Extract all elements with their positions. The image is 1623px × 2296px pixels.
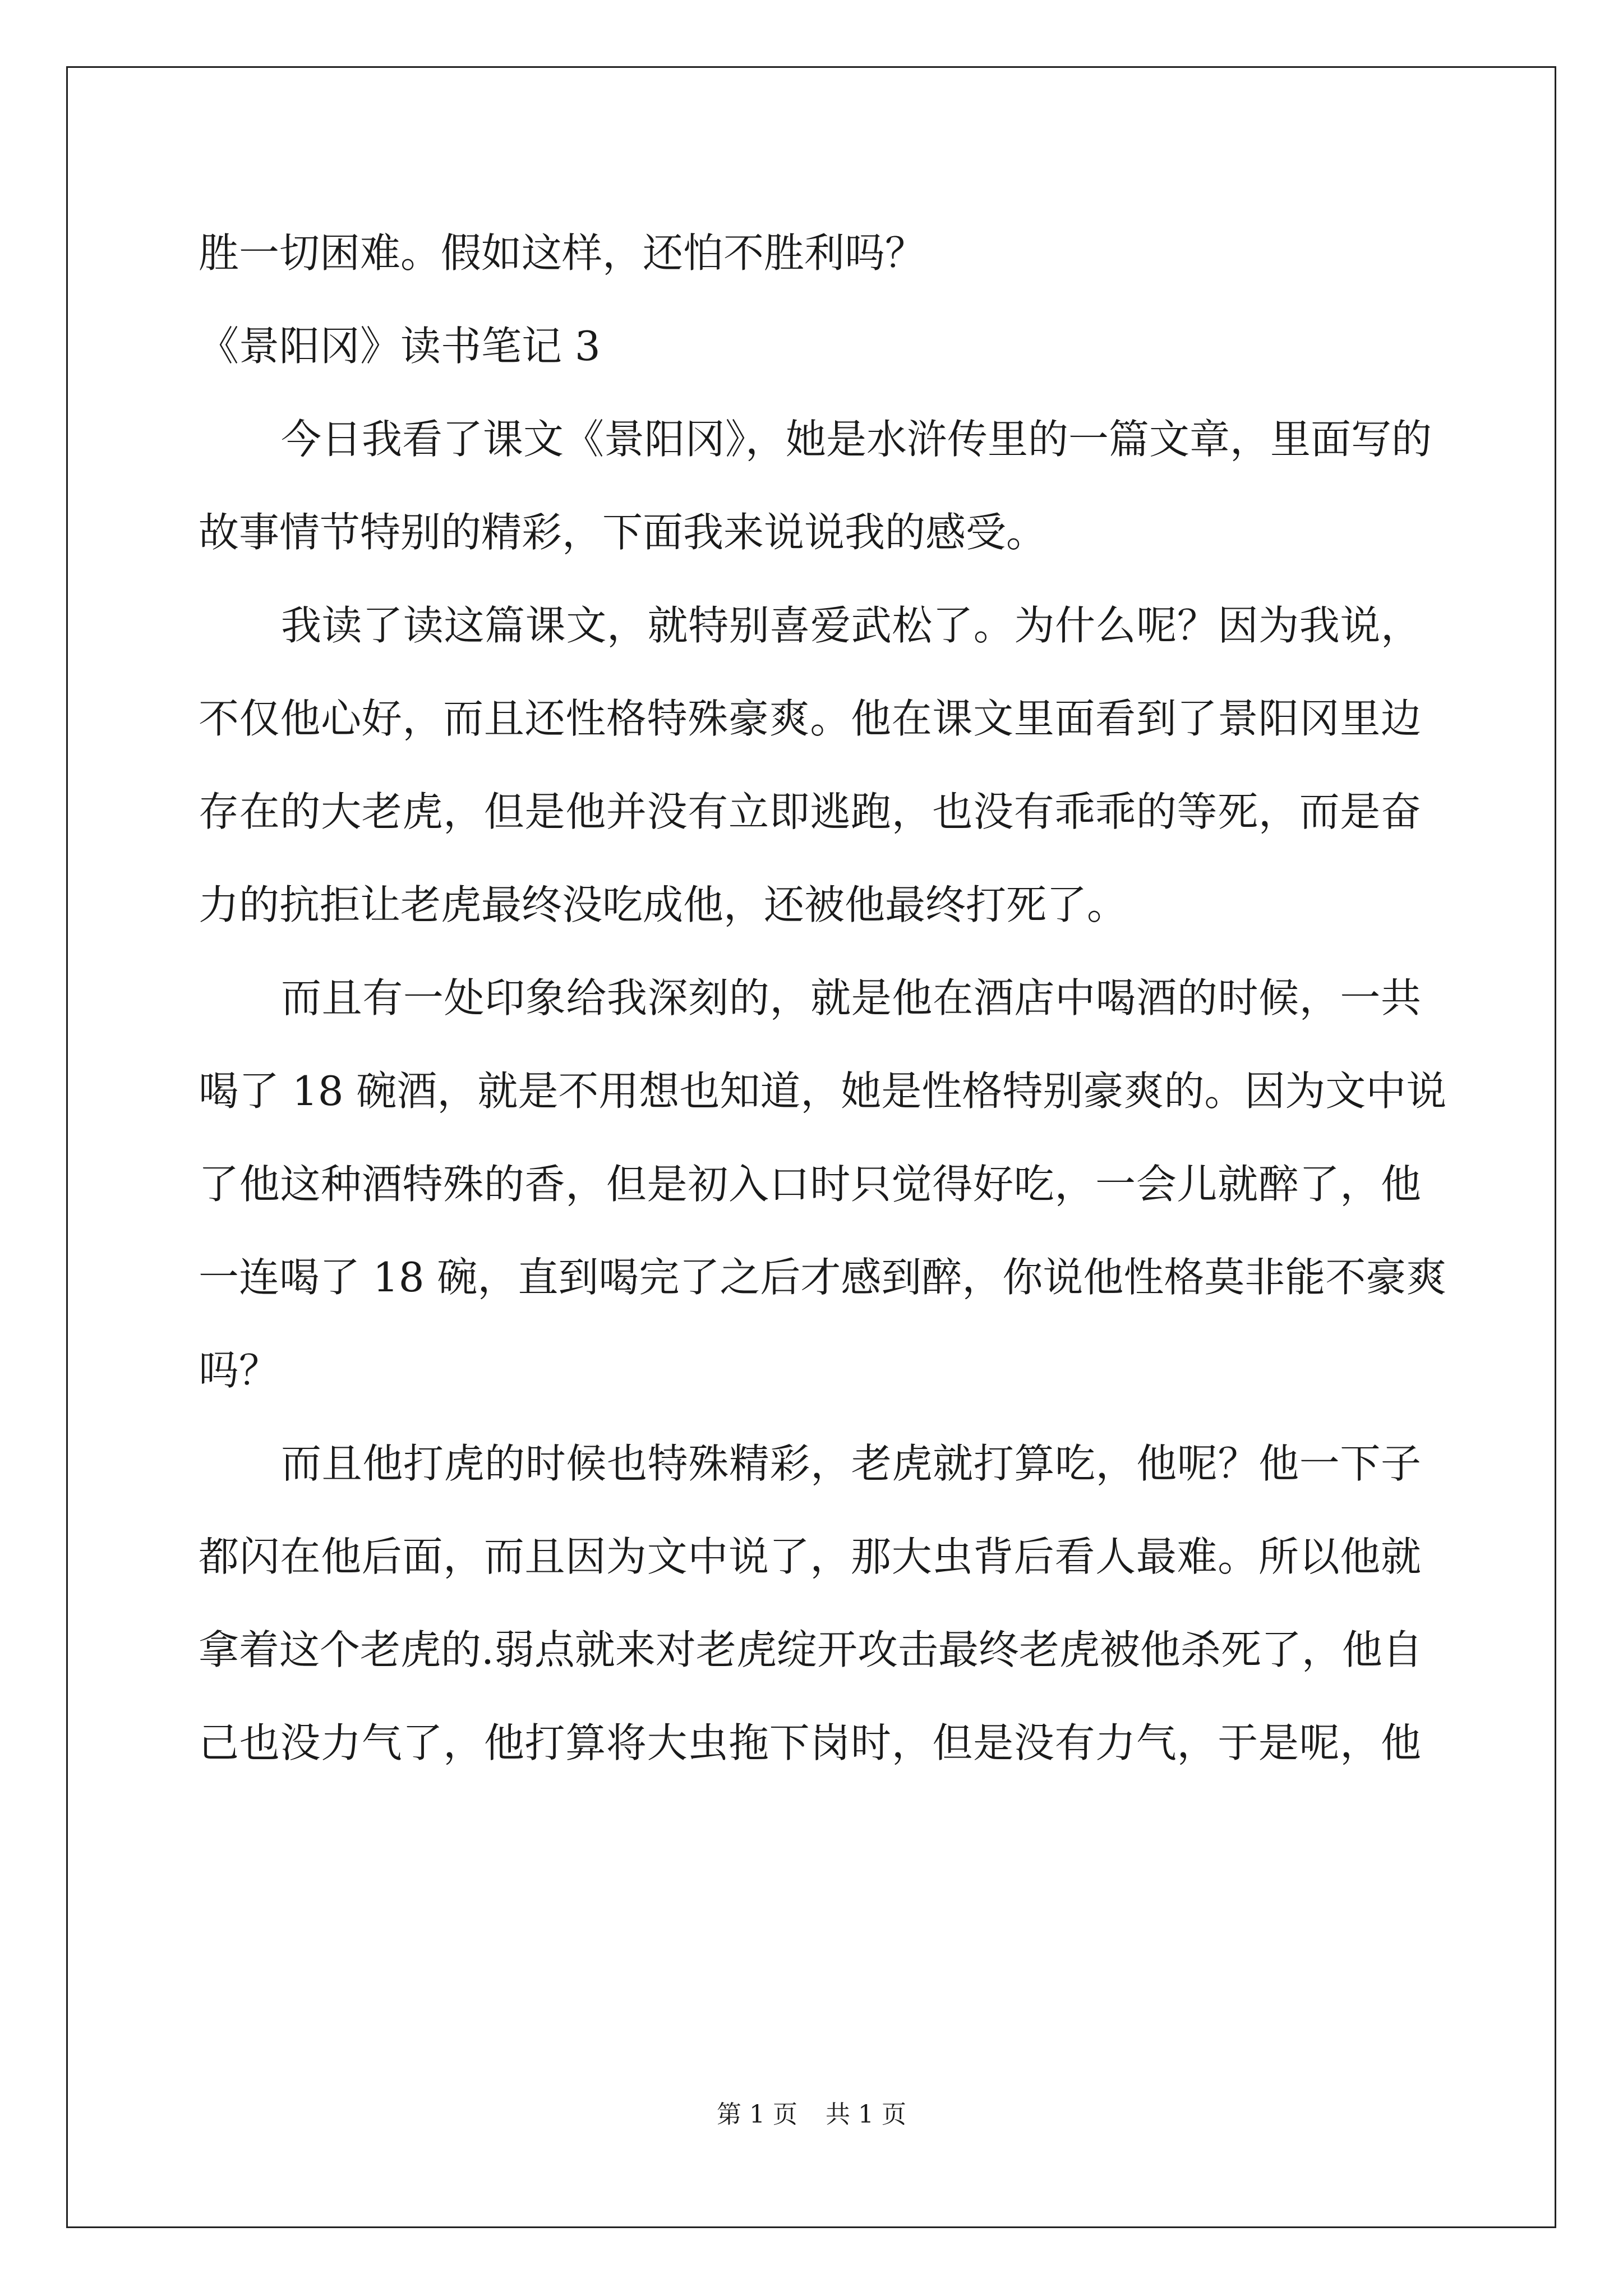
text-line: 故事情节特别的精彩，下面我来说说我的感受。 xyxy=(199,509,1047,556)
text-line: 都闪在他后面，而且因为文中说了，那大虫背后看人最难。所以他就 xyxy=(199,1533,1421,1580)
page-footer xyxy=(0,2098,1623,2132)
text-line: 喝了 18 碗酒，就是不用想也知道，她是性格特别豪爽的。因为文中说 xyxy=(199,1068,1447,1115)
page-number: 第 1 页 xyxy=(717,2100,797,2129)
text-line: 我读了读这篇课文，就特别喜爱武松了。为什么呢？因为我说， xyxy=(281,602,1421,649)
text-line: 力的抗拒让老虎最终没吃成他，还被他最终打死了。 xyxy=(199,881,1128,928)
text-line: 而且他打虎的时候也特殊精彩，老虎就打算吃，他呢？他一下子 xyxy=(281,1440,1421,1487)
text-line: 吗？ xyxy=(199,1347,280,1394)
text-line: 不仅他心好，而且还性格特殊豪爽。他在课文里面看到了景阳冈里边 xyxy=(199,695,1421,742)
text-line: 今日我看了课文《景阳冈》，她是水浒传里的一篇文章，里面写的 xyxy=(281,416,1432,463)
text-line: 《景阳冈》读书笔记 3 xyxy=(199,323,601,370)
page-total: 共 1 页 xyxy=(826,2100,906,2129)
text-line: 胜一切困难。假如这样，还怕不胜利吗？ xyxy=(199,229,926,277)
document-body xyxy=(199,206,1447,1789)
text-line: 一连喝了 18 碗，直到喝完了之后才感到醉，你说他性格莫非能不豪爽 xyxy=(199,1254,1447,1301)
text-line: 拿着这个老虎的.弱点就来对老虎绽开攻击最终老虎被他杀死了，他自 xyxy=(199,1626,1423,1673)
text-line: 了他这种酒特殊的香，但是初入口时只觉得好吃，一会儿就醉了，他 xyxy=(199,1161,1421,1208)
text-line: 而且有一处印象给我深刻的，就是他在酒店中喝酒的时候，一共 xyxy=(281,974,1421,1022)
text-line: 存在的大老虎，但是他并没有立即逃跑，也没有乖乖的等死，而是奋 xyxy=(199,788,1421,835)
text-line: 己也没力气了，他打算将大虫拖下岗时，但是没有力气，于是呢，他 xyxy=(199,1719,1421,1766)
